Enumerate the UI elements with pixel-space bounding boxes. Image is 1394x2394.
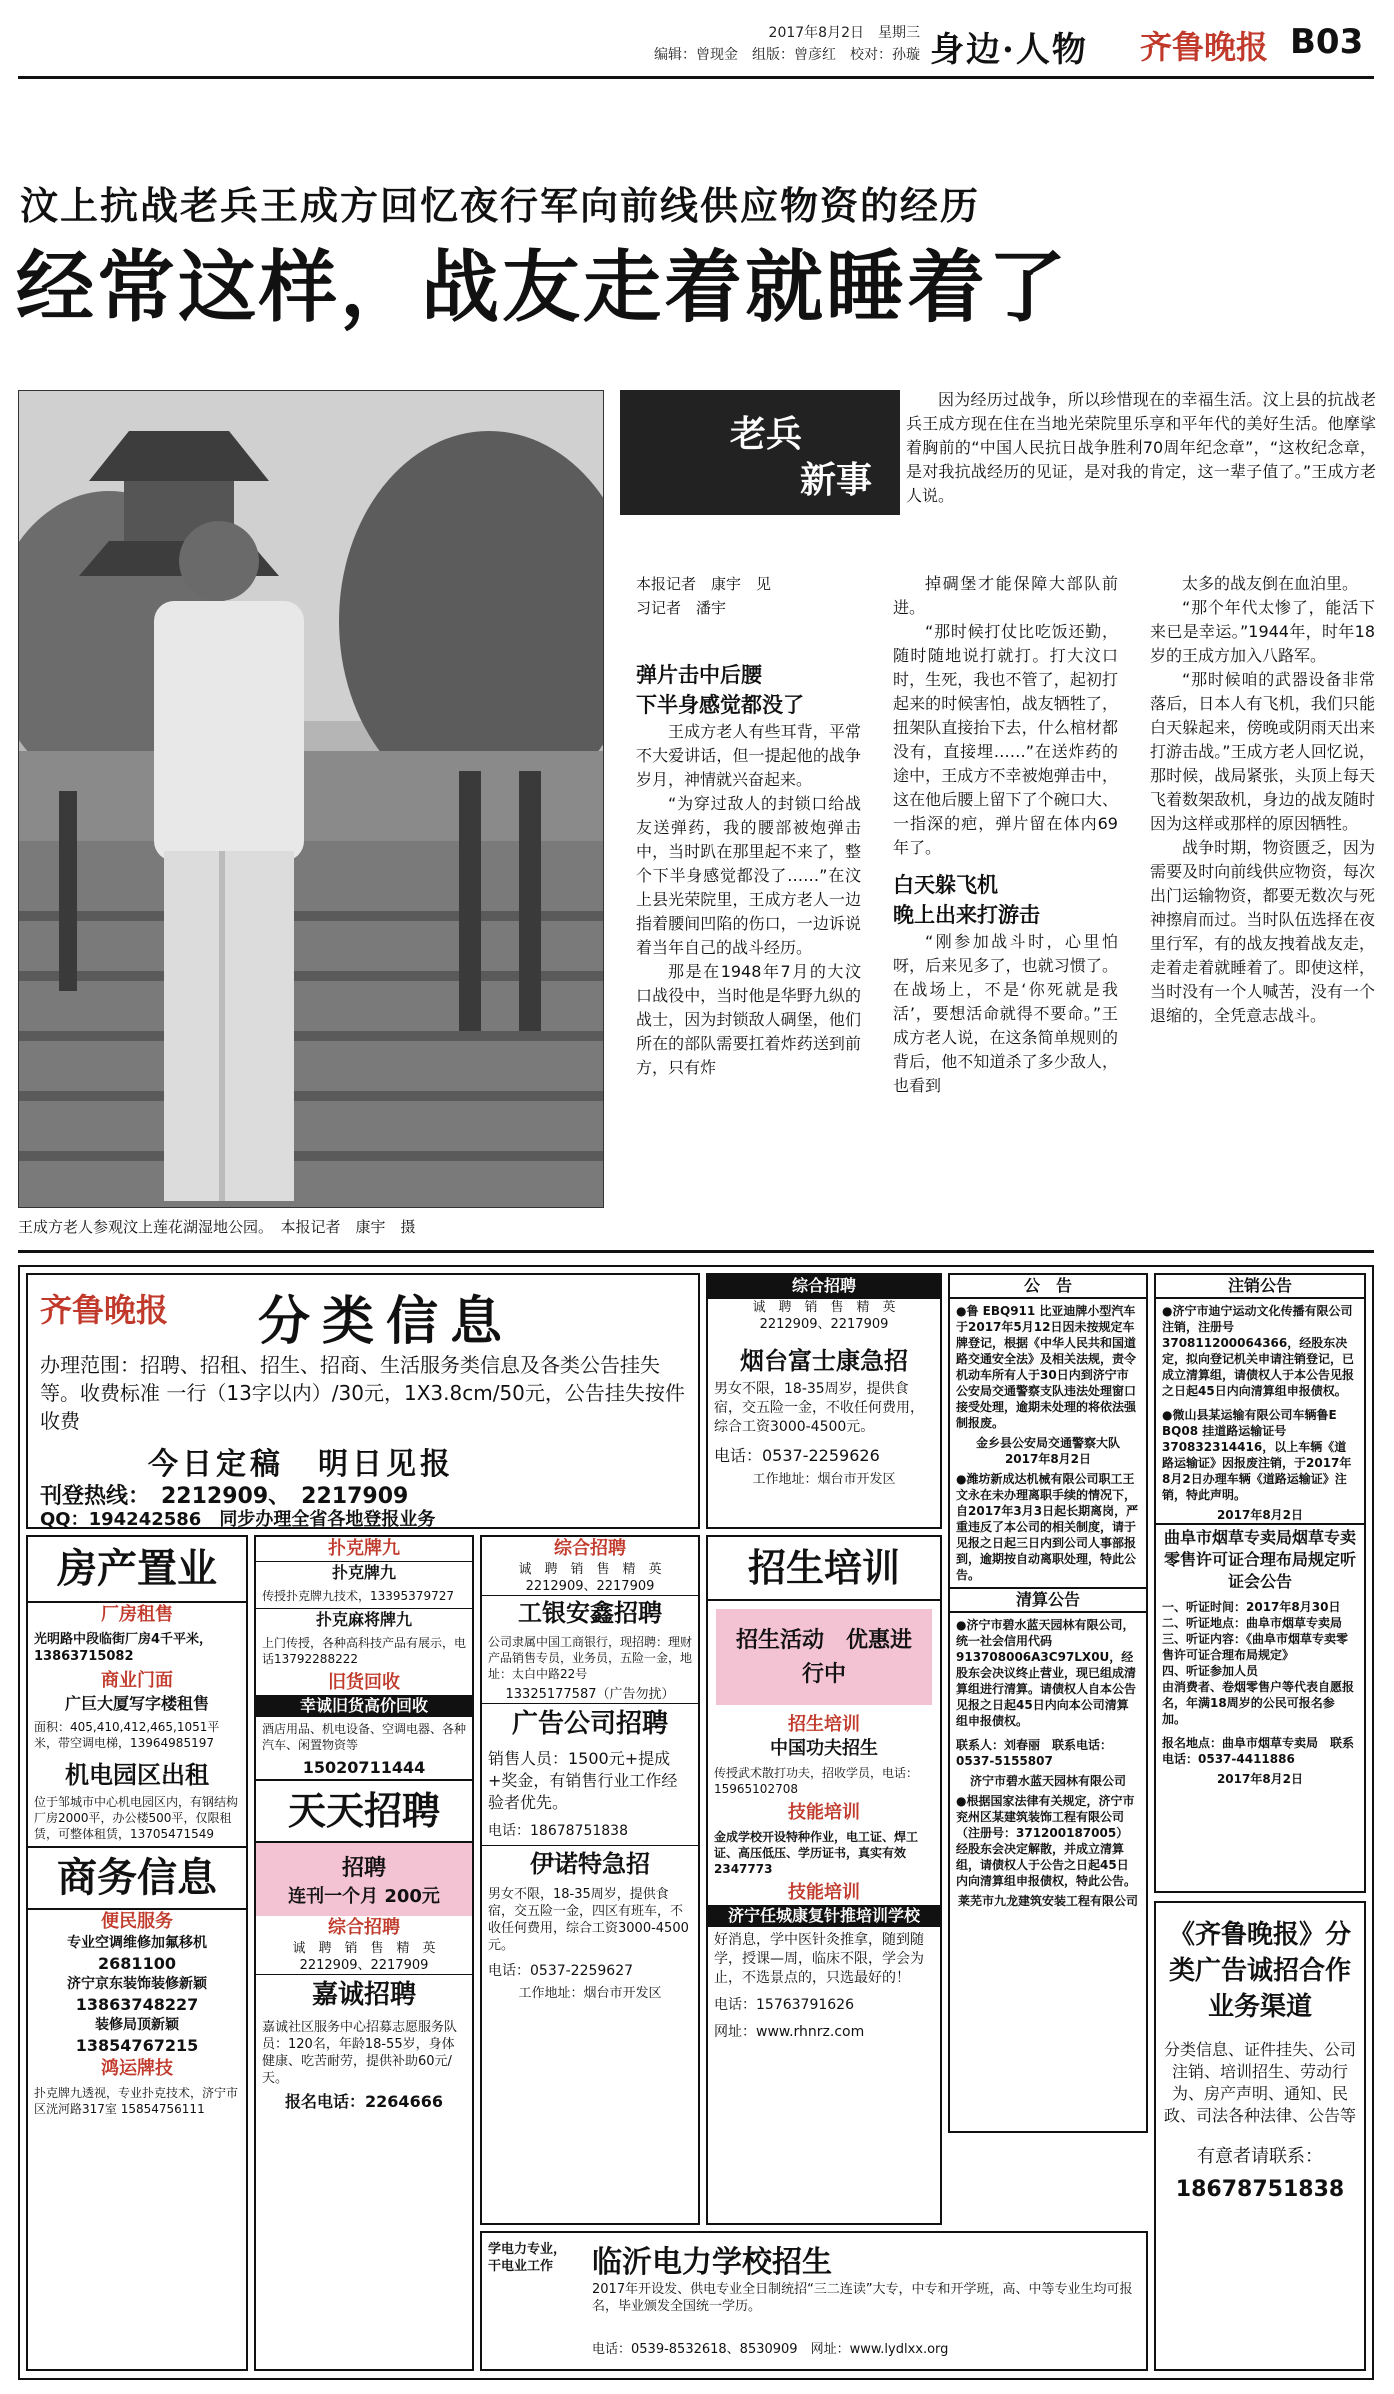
fushi-title: 烟台富士康急招	[740, 1346, 908, 1375]
edu-promo: 招生活动 优惠进行中	[716, 1609, 932, 1705]
bldg-text: 面积：405,410,412,465,1051平米，带空调电梯，13964985197	[34, 1720, 220, 1750]
header-meta	[620, 22, 920, 66]
adco-text: 销售人员：1500元+提成+奖金，有销售行业工作经验者优先。	[488, 1749, 678, 1812]
column-badge	[620, 390, 900, 515]
paragraph: “那时候打仗比吃饭还勤，随时随地说打就打。打大汶口时，生死，我也不管了，起初打起来的时候害怕，战友牺牲了，扭架队直接抬下去，什么棺材都没有，直接埋……”在送炸药的途中，王成方不幸被炮弹击中，这在他后腰上留下了个碗口大、一指深的疤，弹片留在体内69年了。	[893, 622, 1118, 857]
notice-2: ●潍坊新成达机械有限公司职工王文永在未办理离职手续的情况下，自2017年3月3日起长期离岗，严重违反了本公司的相关制度，请于见报之日起三日内到公司人事部报到，逾期按自动离职处理，特此公告。	[956, 1472, 1139, 1582]
adco-phone: 电话：18678751838	[488, 1823, 628, 1839]
yinuo-addr: 工作地址：烟台市开发区	[518, 1986, 662, 2001]
comp-roles-2: 诚 聘 销 售 精 英	[292, 1941, 436, 1956]
recruit-column	[480, 1535, 700, 2225]
yinuo-title: 伊诺特急招	[482, 1845, 698, 1882]
article-column-2	[893, 572, 1118, 1098]
brand-title: 分类信息	[258, 1291, 515, 1352]
shop-head: 商业门面	[101, 1670, 173, 1691]
channel-phone: 18678751838	[1175, 2177, 1345, 2202]
notice-1: ●鲁 EBQ911 比亚迪牌小型汽车于2017年5月12日因未按规定车牌登记，根据《中华人民共和国道路交通安全法》及相关法规，责令机动车所有人于30日内到济宁市公安局交通警察支队违法处理窗口接受处理，逾期未处理的将依法强制报废。	[956, 1304, 1137, 1430]
top-comp-roles: 诚 聘 销 售 精 英	[752, 1300, 896, 1315]
hire-line: 招聘	[341, 1855, 386, 1881]
comp-phone-1: 2212909、2217909	[525, 1579, 655, 1594]
article-column-3	[1150, 572, 1375, 1028]
bank-title: 工银安鑫招聘	[482, 1595, 698, 1630]
tobacco-contact: 报名地点：曲阜市烟草专卖局 联系电话：0537-4411886	[1162, 1736, 1355, 1766]
cancel-1: ●济宁市迪宁运动文化传播有限公司注销，注册号370811200064366，经股东决定，拟向登记机关申请注销登记，已成立清算组，请债权人于本公告见报之日起45日内向清算组申报债权。	[1162, 1304, 1355, 1398]
yinuo-text: 男女不限，18-35周岁，提供食宿，交五险一金，四区有班车，不收任何费用，综合工资3000-4500元。	[488, 1887, 689, 1953]
tobacco-date: 2017年8月2日	[1216, 1772, 1304, 1786]
conv-phone-3: 13854767215	[75, 2036, 199, 2055]
conv-phone-1: 2681100	[98, 1954, 176, 1973]
staff-line: 编辑：曾现金 组版：曾彦红 校对：孙璇	[654, 47, 920, 63]
article-photo	[18, 390, 604, 1208]
channel-contact: 有意者请联系：	[1197, 2146, 1323, 2167]
skill-head-1: 技能培训	[788, 1802, 860, 1823]
poker1-title: 扑克牌九	[256, 1561, 472, 1584]
section-title: 身边·人物	[930, 30, 1088, 70]
massage-phone: 电话：15763791626	[714, 1997, 854, 2013]
top-recruit-box	[706, 1273, 942, 1529]
edu-head: 招生培训	[788, 1714, 860, 1735]
hongyun-head: 鸿运牌技	[101, 2058, 173, 2079]
notice-box	[948, 1273, 1148, 2133]
conv-head: 便民服务	[101, 1911, 173, 1932]
notice-1-date: 2017年8月2日	[1004, 1452, 1092, 1466]
recycle-head: 旧货回收	[328, 1672, 400, 1693]
top-comp-head: 综合招聘	[708, 1275, 940, 1299]
elec-text: 2017年开设发、供电专业全日制统招“三二连读”大专，中专和开学班，高、中等专业生均可报名，毕业颁发全国统一学历。	[592, 2282, 1133, 2314]
poker2-title: 扑克麻将牌九	[256, 1608, 472, 1631]
byline-1: 本报记者 康宇 见	[636, 575, 772, 593]
section-divider	[18, 1250, 1374, 1253]
jiacheng-text: 嘉诚社区服务中心招募志愿服务队员：120名，年龄18-55岁，身体健康、吃苦耐劳，提供补助60元/天。	[262, 2020, 458, 2086]
article-subtitle: 汶上抗战老兵王成方回忆夜行军向前线供应物资的经历	[20, 184, 981, 228]
photo-caption: 王成方老人参观汶上莲花湖湿地公园。 本报记者 康宇 摄	[18, 1218, 416, 1236]
classified-brand-box	[26, 1273, 700, 1529]
massage-text: 好消息，学中医针灸推拿，随到随学，授课—周，临床不限，学会为止，不选景点的，只选最好的！	[714, 1932, 924, 1986]
paragraph: 那是在1948年7月的大汶口战役中，当时他是华野九纵的战士，因为封锁敌人碉堡，他们所在的部队需要扛着炸药送到前方，只有炸	[636, 962, 861, 1077]
elec-left: 学电力专业，干电业工作	[488, 2242, 567, 2274]
article-intro: 因为经历过战争，所以珍惜现在的幸福生活。汶上县的抗战老兵王成方现在住在当地光荣院里乐享和平年代的美好生活。他摩挲着胸前的“中国人民抗日战争胜利70周年纪念章”，“这枚纪念章，是对我抗战经历的见证，是对我的肯定，这一辈子值了。”王成方老人说。	[906, 390, 1376, 505]
poker2-text: 上门传授，各种高科技产品有展示，电话13792288222	[262, 1636, 467, 1666]
jiacheng-title: 嘉诚招聘	[256, 1974, 472, 2015]
fushi-addr: 工作地址：烟台市开发区	[752, 1472, 896, 1487]
skill-head-2: 技能培训	[788, 1882, 860, 1903]
article-headline: 经常这样，战友走着就睡着了	[16, 243, 1070, 333]
recycle-text: 酒店用品、机电设备、空调电器、各种汽车、闲置物资等	[262, 1722, 467, 1752]
tobacco-text: 一、听证时间：2017年8月30日 二、听证地点：曲阜市烟草专卖局 三、听证内容：《曲阜市烟草专卖零售许可证合理布局规定》 四、听证参加人员 由消费者、卷烟零售户等代表自愿报名，年满18周岁的公民可报名参加。	[1162, 1600, 1355, 1726]
poker-head: 扑克牌九	[328, 1538, 400, 1559]
cancel-2: ●微山县某运输有限公司车辆鲁E BQ08 挂道路运输证号370832314416，以上车辆《道路运输证》因报废注销，于2017年8月2日办理车辆《道路运输证》注销，特此声明。	[1162, 1408, 1352, 1502]
services-column	[254, 1535, 474, 2371]
education-column	[706, 1535, 942, 2225]
kungfu-text: 传授武术散打功夫，招收学员，电话：15965102708	[714, 1766, 919, 1796]
elec-phone: 电话：0539-8532618、8530909 网址：www.lydlxx.org	[592, 2342, 949, 2357]
channel-title: 《齐鲁晚报》分类广告诚招合作业务渠道	[1168, 1920, 1351, 2022]
brand-logo: 齐鲁晚报	[40, 1291, 169, 1329]
paragraph: “为穿过敌人的封锁口给战友送弹药，我的腰部被炮弹击中，当时趴在那里起不来了，整个下半身感觉都没了……”在汶上县光荣院里，王成方老人一边指着腰间凹陷的伤口，一边诉说着当年自己的战斗经历。	[636, 794, 861, 957]
notice-3: ●根据国家法律有关规定，济宁市兖州区某建筑装饰工程有限公司（注册号：371200187005）经股东会决定解散，并成立清算组，请债权人于公告之日起45日内向清算组申报债权，特此公告。	[956, 1794, 1137, 1888]
elec-title: 临沂电力学校招生	[592, 2245, 832, 2280]
massage-title: 济宁任城康复针推培训学校	[708, 1905, 940, 1927]
hire-promo	[256, 1843, 472, 1916]
clear-text: ●济宁市碧水蓝天园林有限公司，统一社会信用代码913708006A3C97LX0U，经股东会决议终止营业，现已组成清算组进行清算。请债权人自本公告见报之日起45日内向本公司清算组申报债权。	[956, 1618, 1137, 1728]
poker1-text: 传授扑克牌九技术，13395379727	[262, 1589, 454, 1603]
conv-phone-2: 13863748227	[75, 1995, 199, 2014]
comp-head-2: 综合招聘	[328, 1917, 400, 1938]
realestate-title: 房产置业	[28, 1537, 246, 1603]
notice-3-sign: 莱芜市九龙建筑安装工程有限公司	[957, 1894, 1138, 1908]
article-column-1	[636, 650, 861, 1080]
notice-1-sign: 金乡县公安局交通警察大队	[975, 1436, 1120, 1450]
paragraph: 太多的战友倒在血泊里。	[1182, 574, 1359, 593]
bldg-title: 广巨大厦写字楼租售	[64, 1694, 209, 1713]
paragraph: “那个年代太惨了，能活下来已是幸运。”1944年，时年18岁的王成方加入八路军。	[1150, 598, 1375, 665]
cancel-box	[1154, 1273, 1366, 1893]
notice-head: 公 告	[950, 1275, 1146, 1299]
badge-line1: 老兵	[730, 413, 803, 455]
date-line: 2017年8月2日 星期三	[768, 25, 920, 41]
business-title: 商务信息	[28, 1846, 246, 1910]
subheading-1: 弹片击中后腰 下半身感觉都没了	[636, 663, 804, 717]
subheading-2: 白天躲飞机 晚上出来打游击	[893, 873, 1040, 927]
page-number: B03	[1290, 22, 1364, 62]
comp-head-1: 综合招聘	[554, 1538, 626, 1559]
clear-sign: 济宁市碧水蓝天园林有限公司	[969, 1774, 1126, 1788]
paragraph: “刚参加战斗时，心里怕呀，后来见多了，也就习惯了。在战场上，不是‘你死就是我活’，要想活命就得不要命。”王成方老人说，在这条简单规则的背后，他不知道杀了多少敌人，也看到	[893, 932, 1118, 1095]
recycle-phone: 15020711444	[302, 1758, 426, 1777]
paragraph: 掉碉堡才能保障大部队前进。	[893, 574, 1118, 617]
brand-hotline: 刊登热线： 2212909、 2217909	[40, 1484, 409, 1509]
clear-contact: 联系人：刘春丽 联系电话：0537-5155807	[956, 1738, 1113, 1768]
channel-box	[1154, 1901, 1366, 2371]
cancel-2-date: 2017年8月2日	[1216, 1508, 1304, 1522]
cancel-head: 注销公告	[1156, 1275, 1364, 1299]
veteran-photo-illustration	[19, 391, 604, 1208]
skill-text-1: 金成学校开设特种作业，电工证、焊工证、高压低压、学历证书，真实有效 2347773	[714, 1830, 919, 1876]
clear-head: 清算公告	[950, 1587, 1146, 1613]
paper-logo: 齐鲁晚报	[1140, 28, 1269, 66]
byline-2: 习记者 潘宇	[636, 599, 727, 617]
tobacco-title: 曲阜市烟草专卖局烟草专卖零售许可证合理布局规定听证会公告	[1156, 1523, 1364, 1595]
massage-web: 网址：www.rhnrz.com	[714, 2024, 865, 2040]
comp-roles-1: 诚 聘 销 售 精 英	[518, 1562, 662, 1577]
jiacheng-phone: 报名电话：2264666	[285, 2092, 443, 2111]
hongyun-text: 扑克牌九透视，专业扑克技术，济宁市区洸河路317室 15854756111	[34, 2086, 239, 2116]
paragraph: “那时候咱的武器设备非常落后，日本人有飞机，我们只能白天躲起来，傍晚或阴雨天出来打游击战。”王成方老人回忆说，那时候，战局紧张，头顶上每天飞着数架敌机，身边的战友随时因为这样或那样的原因牺牲。	[1150, 670, 1375, 833]
fushi-text: 男女不限，18-35周岁，提供食宿，交五险一金，不收任何费用，综合工资3000-4500元。	[714, 1381, 924, 1435]
conv-text-1: 专业空调维修加氟移机	[67, 1935, 207, 1951]
bank-text: 公司隶属中国工商银行，现招聘：理财产品销售专员，业务员，五险一金，地址：太白中路22号	[488, 1635, 693, 1681]
yinuo-phone: 电话：0537-2259627	[488, 1963, 634, 1979]
elec-school-box	[480, 2231, 1148, 2371]
factory-rent-head: 厂房租售	[101, 1604, 173, 1625]
recycle-title: 幸诚旧货高价回收	[256, 1695, 472, 1717]
mech-title: 机电园区出租	[65, 1760, 209, 1789]
badge-line2: 新事	[800, 459, 873, 501]
kungfu-title: 中国功夫招生	[770, 1738, 878, 1759]
conv-text-2: 济宁京东装饰装修新颖	[67, 1976, 207, 1992]
brand-slogan: 今日定稿 明日见报	[148, 1447, 454, 1482]
factory-text: 光明路中段临街厂房4千平米，13863715082	[34, 1632, 213, 1664]
daily-hiring-title: 天天招聘	[256, 1779, 472, 1843]
header-rule	[18, 76, 1374, 79]
paragraph: 战争时期，物资匮乏，因为需要及时向前线供应物资，每次出门运输物资，都要无数次与死神擦肩而过。当时队伍选择在夜里行军，有的战友拽着战友走，走着走着就睡着了。即使这样，当时没有一个人喊苦，没有一个退缩的，全凭意志战斗。	[1150, 838, 1375, 1025]
edu-title: 招生培训	[708, 1537, 940, 1601]
adco-title: 广告公司招聘	[482, 1703, 698, 1744]
conv-text-3: 装修局顶新颖	[95, 2017, 179, 2033]
fushi-phone: 电话：0537-2259626	[714, 1446, 880, 1465]
channel-text: 分类信息、证件挂失、公司注销、培训招生、劳动行为、房产声明、通知、民政、司法各种法律、公告等	[1163, 2040, 1356, 2125]
paragraph: 王成方老人有些耳背，平常不大爱讲话，但一提起他的战争岁月，神情就兴奋起来。	[636, 722, 861, 789]
byline	[636, 572, 866, 620]
hire-price: 连刊一个月 200元	[288, 1886, 440, 1907]
realestate-column	[26, 1535, 248, 2371]
mech-text: 位于邹城市中心机电园区内，有钢结构厂房2000平，办公楼500平，仅限租赁，可整体租赁，13705471549	[34, 1795, 239, 1841]
top-comp-phone: 2212909、2217909	[759, 1317, 889, 1332]
bank-phone: 13325177587（广告勿扰）	[505, 1687, 675, 1702]
comp-phone-2: 2212909、2217909	[299, 1958, 429, 1973]
classified-ads	[18, 1265, 1374, 2380]
brand-qq: QQ：194242586 同步办理全省各地登报业务	[40, 1509, 436, 1529]
brand-scope: 办理范围：招聘、招租、招生、招商、生活服务类信息及各类公告挂失等。收费标准 一行（13字以内）/30元，1X3.8cm/50元，公告挂失按件收费	[40, 1353, 685, 1433]
